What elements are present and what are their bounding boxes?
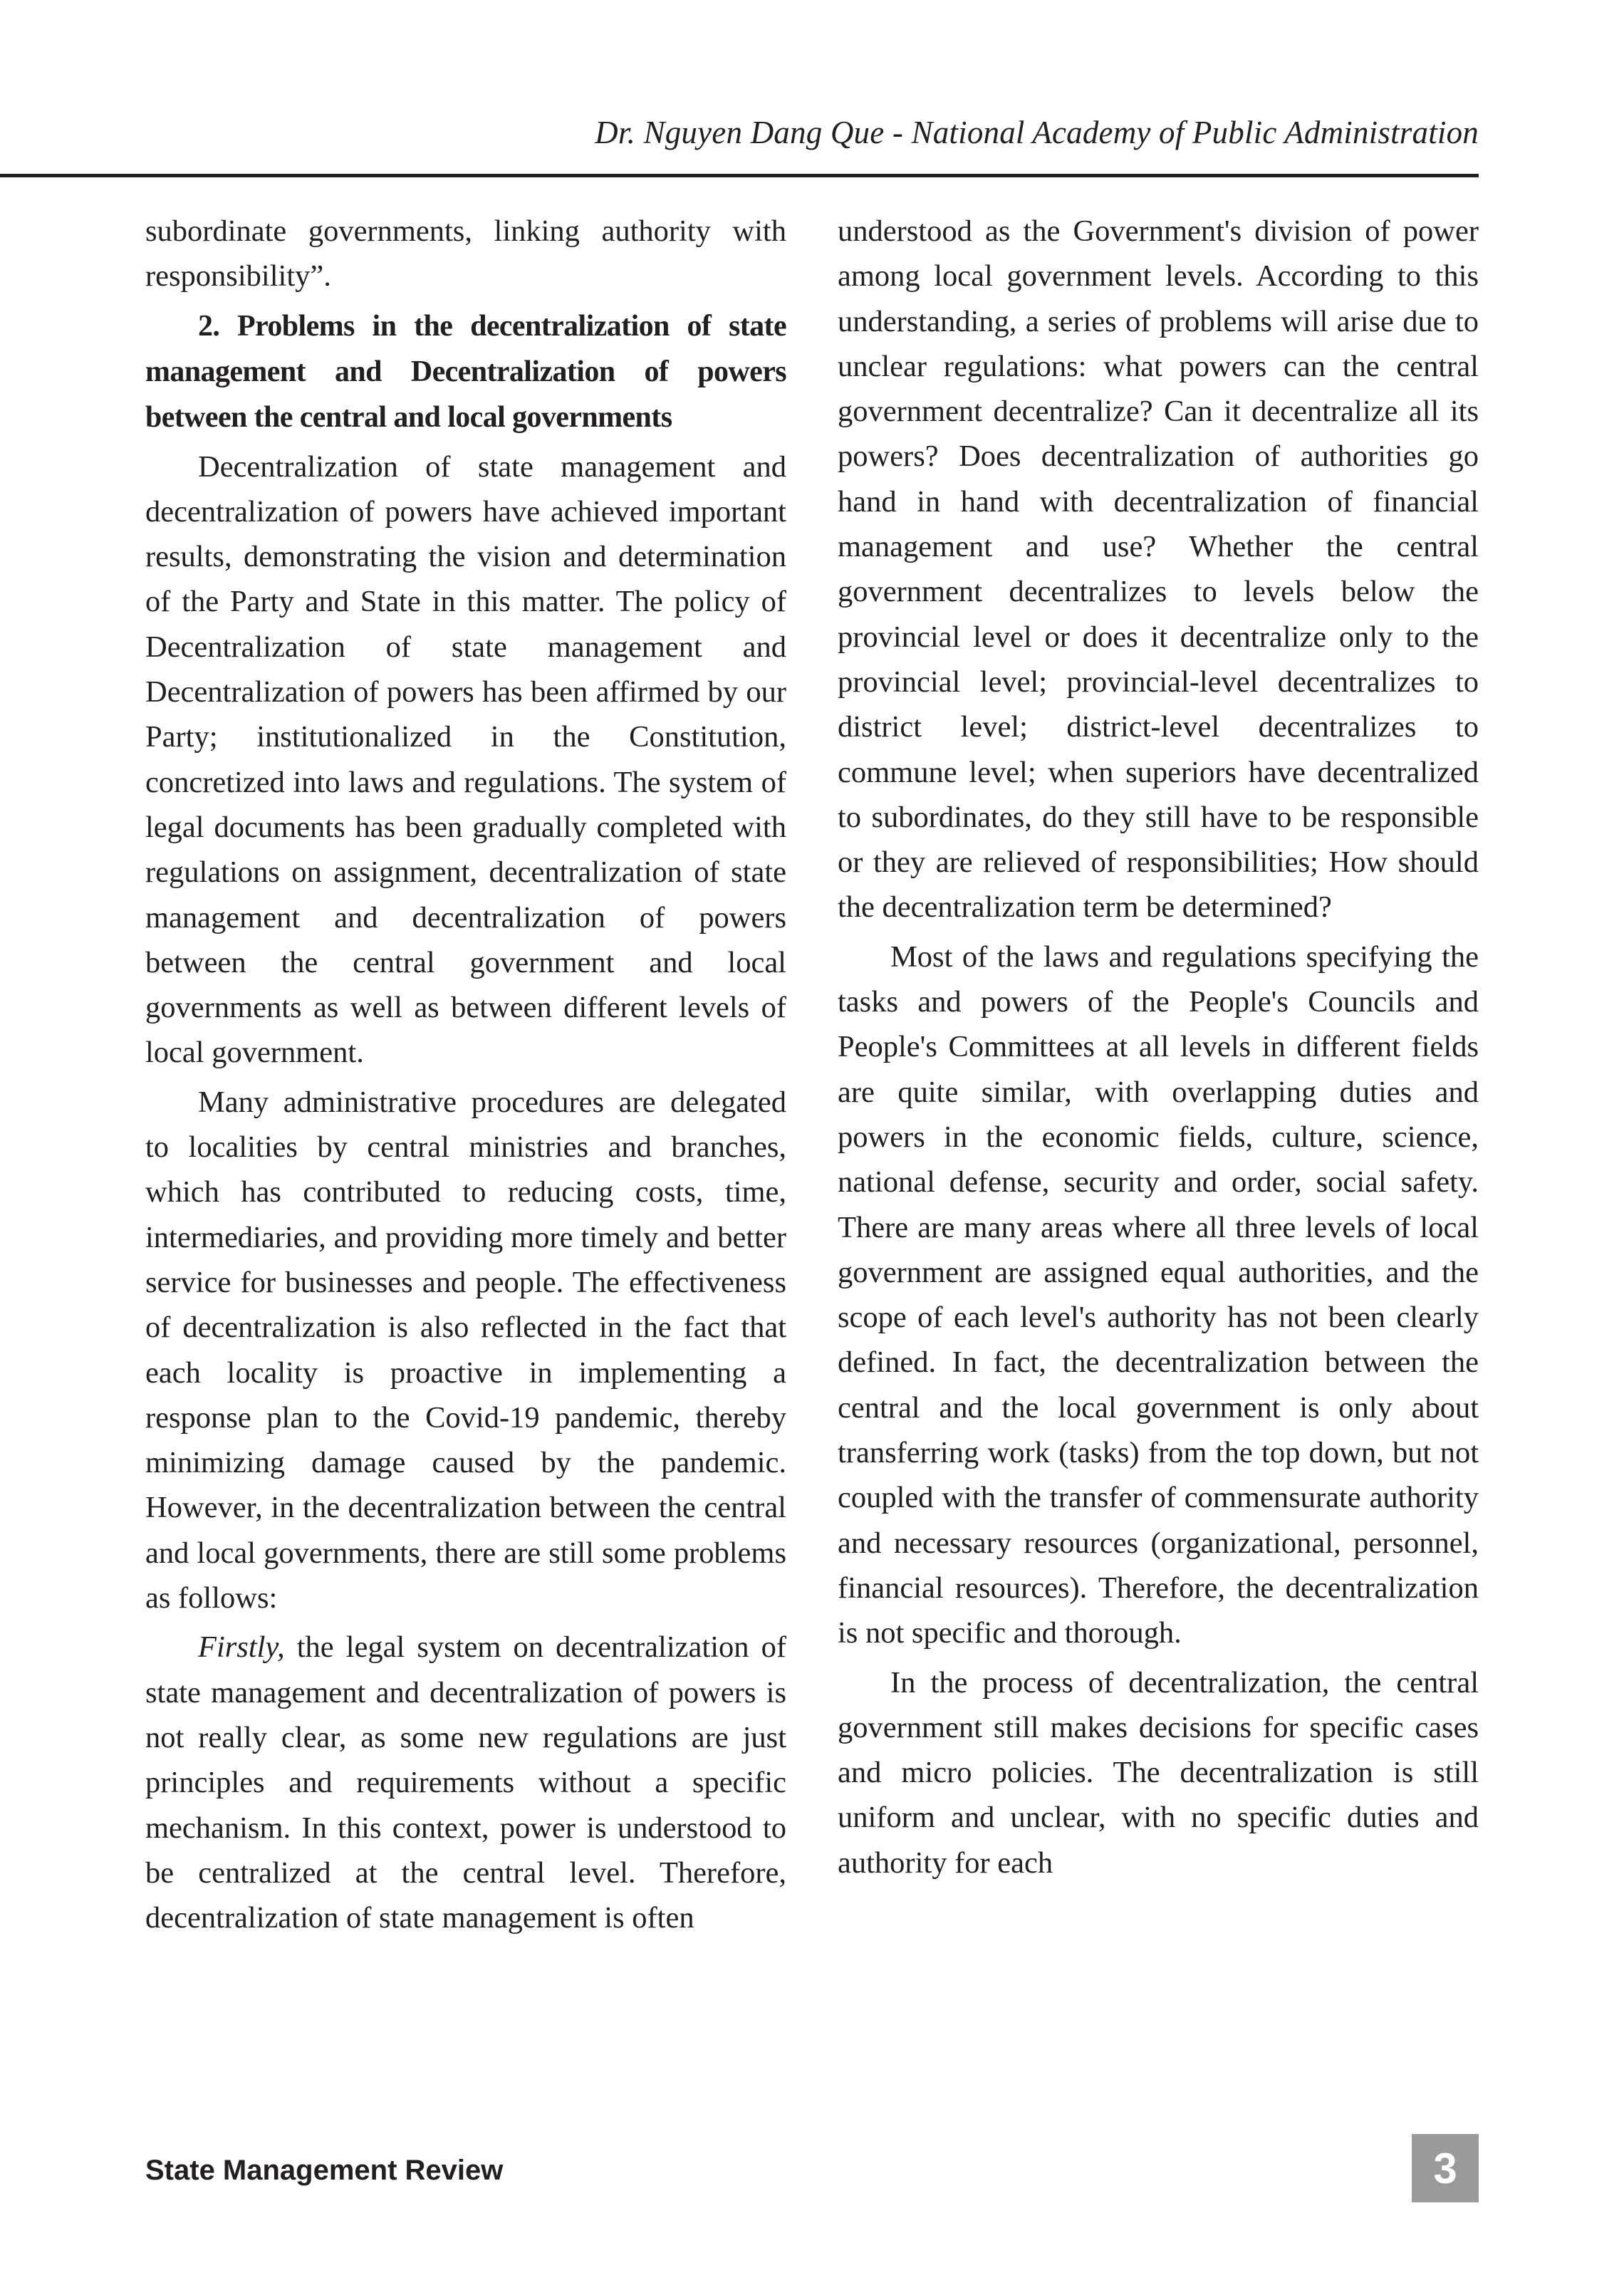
- paragraph-text: the legal system on decentralization of state management and decentralization of powers is not really clear, as some new regulations are just principles and requirements without a specific mechanism. In this context, power is understood to be centralized at the central level. Therefore, decentralization of state management is often: [145, 1630, 786, 1935]
- paragraph: Most of the laws and regulations specifying the tasks and powers of the People's Councils and People's Committees at all levels in different fields are quite similar, with overlapping duties and powers in the economic fields, culture, science, national defense, security and order, social safety. There are many areas where all three levels of local government are assigned equal authorities, and the scope of each level's authority has not been clearly defined. In fact, the decentralization between the central and the local government is only about transferring work (tasks) from the top down, but not coupled with the transfer of commensurate authority and necessary resources (organizational, personnel, financial resources). Therefore, the decentralization is not specific and thorough.: [838, 939, 1479, 1650]
- left-column: [145, 209, 786, 1945]
- right-column: [838, 209, 1479, 1890]
- paragraph-continuation: understood as the Government's division of power among local government levels. According to this understanding, a series of problems will arise due to unclear regulations: what powers can the central government decentralize? Can it decentralize all its powers? Does decentralization of authorities go hand in hand with decentralization of financial management and use? Whether the central government decentralizes to levels below the provincial level or does it decentralize only to the provincial level; provincial-level decentralizes to district level; district-level decentralizes to commune level; when superiors have decentralized to subordinates, do they still have to be responsible or they are relieved of responsibilities; How should the decentralization term be determined?: [838, 214, 1479, 925]
- footer-journal-title: State Management Review: [145, 2155, 504, 2186]
- paragraph: In the process of decentralization, the central government still makes decisions for specific cases and micro policies. The decentralization is still uniform and unclear, with no specific duties and authority for each: [838, 1665, 1479, 1880]
- paragraph-continuation: subordinate governments, linking authority with responsibility”.: [145, 214, 786, 293]
- paragraph: Decentralization of state management and decentralization of powers have achieved important results, demonstrating the vision and determination of the Party and State in this matter. The policy of Decentralization of state management and Decentralization of powers has been affirmed by our Party; institutionalized in the Constitution, concretized into laws and regulations. The system of legal documents has been gradually completed with regulations on assignment, decentralization of state management and decentralization of powers between the central government and local governments as well as between different levels of local government.: [145, 449, 786, 1070]
- page-number-badge: [1412, 2134, 1479, 2202]
- paragraph: Many administrative procedures are delegated to localities by central ministries and branches, which has contributed to reducing costs, time, intermediaries, and providing more timely and better service for businesses and people. The effectiveness of decentralization is also reflected in the fact that each locality is proactive in implementing a response plan to the Covid-19 pandemic, thereby minimizing damage caused by the pandemic. However, in the decentralization between the central and local governments, there are still some problems as follows:: [145, 1085, 786, 1615]
- paragraph-lead-italic: Firstly,: [198, 1630, 285, 1665]
- section-heading: 2. Problems in the decentralization of state management and Decentralization of powers between the central and local governments: [145, 309, 786, 434]
- running-header-author: Dr. Nguyen Dang Que - National Academy of Public Administration: [595, 115, 1479, 150]
- paragraph: [145, 1625, 786, 1940]
- page-number: 3: [1433, 2144, 1457, 2192]
- header-divider: [0, 174, 1479, 177]
